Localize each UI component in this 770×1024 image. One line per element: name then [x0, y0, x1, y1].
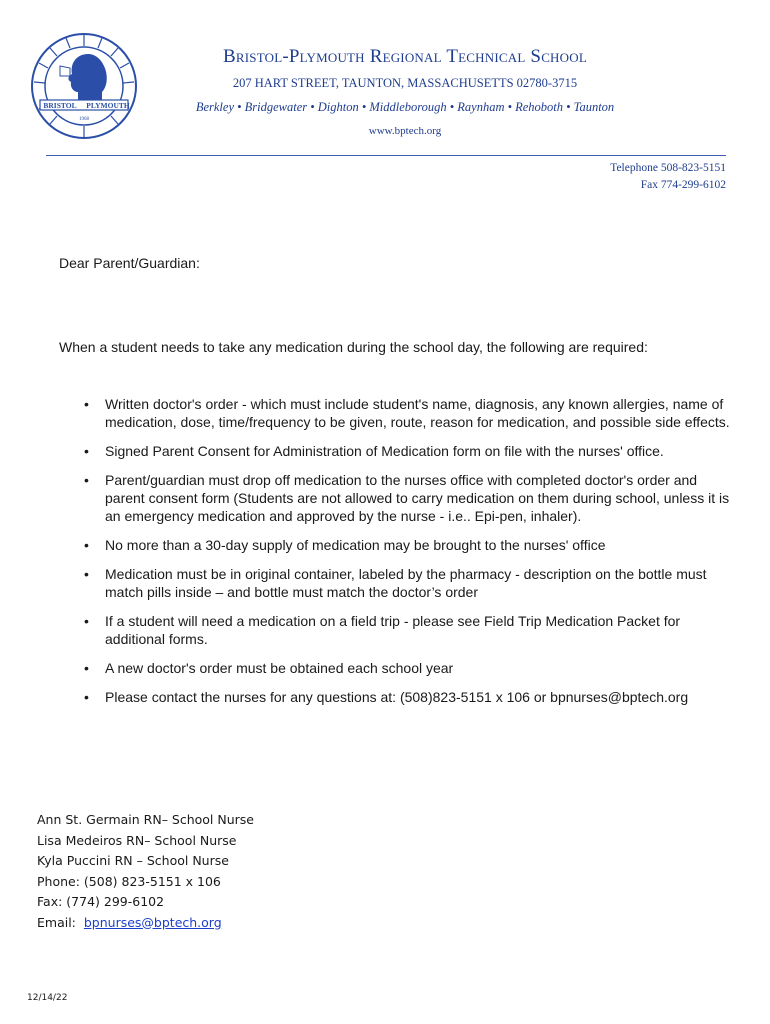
bullet-icon: • — [84, 443, 89, 459]
seal-year-text: 1968 — [79, 117, 89, 122]
list-item — [80, 659, 740, 677]
seal-band-left-text: BRISTOL — [43, 101, 77, 110]
requirement-text: If a student will need a medication on a field trip - please see Field Trip Medication Packet for additional forms. — [105, 613, 681, 647]
requirement-text: Medication must be in original container, labeled by the pharmacy - description on the bottle must match pills inside – and bottle must match the doctor’s order — [105, 566, 707, 600]
bullet-icon: • — [84, 472, 89, 488]
seal-band-right-text: PLYMOUTH — [86, 101, 130, 110]
school-website: www.bptech.org — [368, 125, 442, 137]
list-item — [80, 565, 740, 601]
list-item — [80, 471, 740, 525]
bullet-icon: • — [84, 537, 89, 553]
intro-paragraph: When a student needs to take any medication during the school day, the following are required: — [59, 339, 648, 355]
list-item — [80, 442, 740, 460]
salutation: Dear Parent/Guardian: — [59, 255, 200, 271]
requirement-text: Parent/guardian must drop off medication to the nurses office with completed doctor's order and parent consent form (Students are not allowed to carry medication on them during school, unless it is an emergency medication and approved by the nurse - i.e.. Epi-pen, inhaler). — [105, 472, 730, 524]
requirements-list — [80, 395, 740, 717]
email-link[interactable]: bpnurses@bptech.org — [83, 914, 222, 930]
list-item — [80, 688, 740, 706]
list-item — [80, 395, 740, 431]
school-seal-logo — [30, 32, 138, 140]
bullet-icon: • — [84, 566, 89, 582]
requirement-text: No more than a 30-day supply of medication may be brought to the nurses' office — [105, 537, 606, 553]
requirement-text: A new doctor's order must be obtained each school year — [105, 660, 454, 676]
bullet-icon: • — [84, 689, 89, 705]
list-item — [80, 536, 740, 554]
header-contact — [610, 160, 726, 194]
document-date: 12/14/22 — [27, 993, 68, 1003]
nurse-name-3: Kyla Puccini RN – School Nurse — [37, 853, 229, 868]
list-item — [80, 612, 740, 648]
bullet-icon: • — [84, 660, 89, 676]
requirement-text: Please contact the nurses for any questions at: (508)823-5151 x 106 or bpnurses@bptech.org — [105, 689, 689, 705]
nurse-email-row — [37, 913, 254, 934]
bullet-icon: • — [84, 396, 89, 412]
nurse-name-2: Lisa Medeiros RN– School Nurse — [37, 832, 237, 848]
nurse-phone: Phone: (508) 823-5151 x 106 — [37, 873, 221, 889]
nurse-fax: Fax: (774) 299-6102 — [37, 894, 165, 909]
header-fax: Fax 774-299-6102 — [640, 179, 726, 191]
requirement-text: Written doctor's order - which must include student's name, diagnosis, any known allergies, name of medication, dose, time/frequency to be given, route, reason for medication, and possible side effects. — [105, 396, 730, 430]
school-name: Bristol-Plymouth Regional Technical School — [223, 46, 587, 67]
member-towns: Berkley • Bridgewater • Dighton • Middleborough • Raynham • Rehoboth • Taunton — [195, 100, 615, 114]
school-address: 207 HART STREET, TAUNTON, MASSACHUSETTS 02780-3715 — [232, 76, 578, 90]
nurse-signoff — [37, 810, 254, 933]
requirement-text: Signed Parent Consent for Administration of Medication form on file with the nurses' office. — [105, 443, 664, 459]
email-label: Email: — [37, 914, 76, 930]
header-telephone: Telephone 508-823-5151 — [610, 162, 726, 174]
nurse-name-1: Ann St. Germain RN– School Nurse — [37, 812, 254, 827]
header-divider — [46, 155, 726, 156]
bullet-icon: • — [84, 613, 89, 629]
